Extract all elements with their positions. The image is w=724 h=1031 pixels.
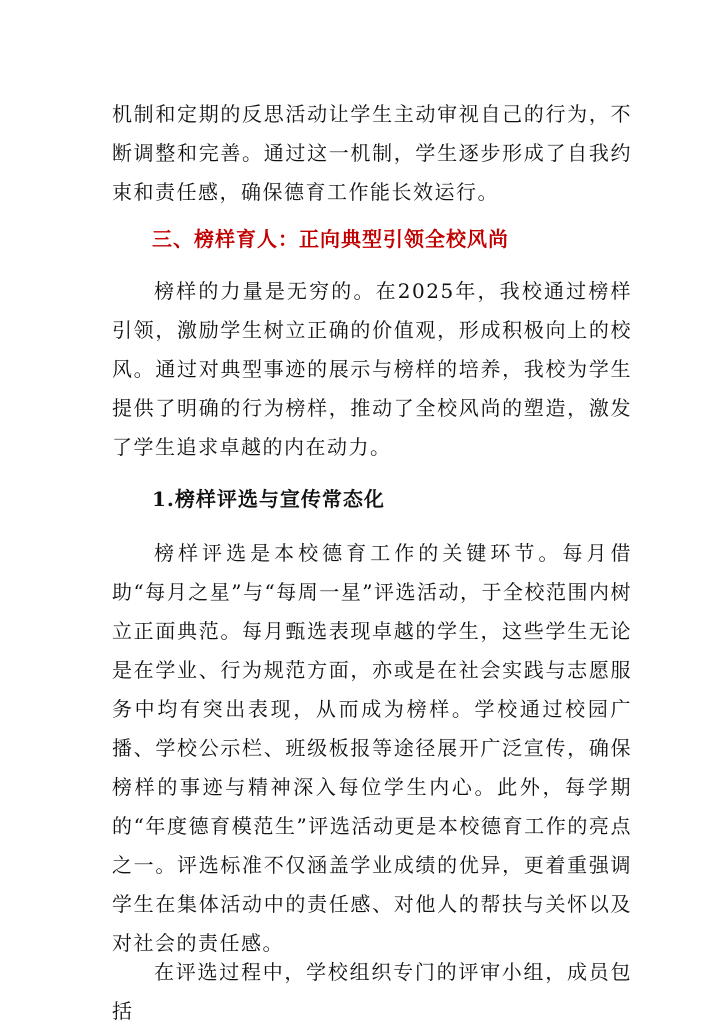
subsection-heading: 1.榜样评选与宣传常态化 xyxy=(152,487,385,511)
paragraph-role-models-intro: 榜样的力量是无穷的。在2025年，我校通过榜样引领，激励学生树立正确的价值观，形成积极向上的校风。通过对典型事迹的展示与榜样的培养，我校为学生提供了明确的行为榜样，推动了全校风尚的塑造，激发了学生追求卓越的内在动力。 xyxy=(112,279,632,459)
paragraph-selection-publicity: 榜样评选是本校德育工作的关键环节。每月借助“每月之星”与“每周一星”评选活动，于全校范围内树立正面典范。每月甄选表现卓越的学生，这些学生无论是在学业、行为规范方面，亦或是在社会实践与志愿服务中均有突出表现，从而成为榜样。学校通过校园广播、学校公示栏、班级板报等途径展开广泛宣传，确保榜样的事迹与精神深入每位学生内心。此外，每学期的“年度德育模范生”评选活动更是本校德育工作的亮点之一。评选标准不仅涵盖学业成绩的优异，更着重强调学生在集体活动中的责任感、对他人的帮扶与关怀以及对社会的责任感。 xyxy=(112,541,632,955)
section-heading: 三、榜样育人：正向典型引领全校风尚 xyxy=(152,227,509,251)
paragraph-continuation: 机制和定期的反思活动让学生主动审视自己的行为，不断调整和完善。通过这一机制，学生逐步形成了自我约束和责任感，确保德育工作能长效运行。 xyxy=(112,102,632,204)
paragraph-review-process: 在评选过程中，学校组织专门的评审小组，成员包括 xyxy=(112,960,632,1023)
